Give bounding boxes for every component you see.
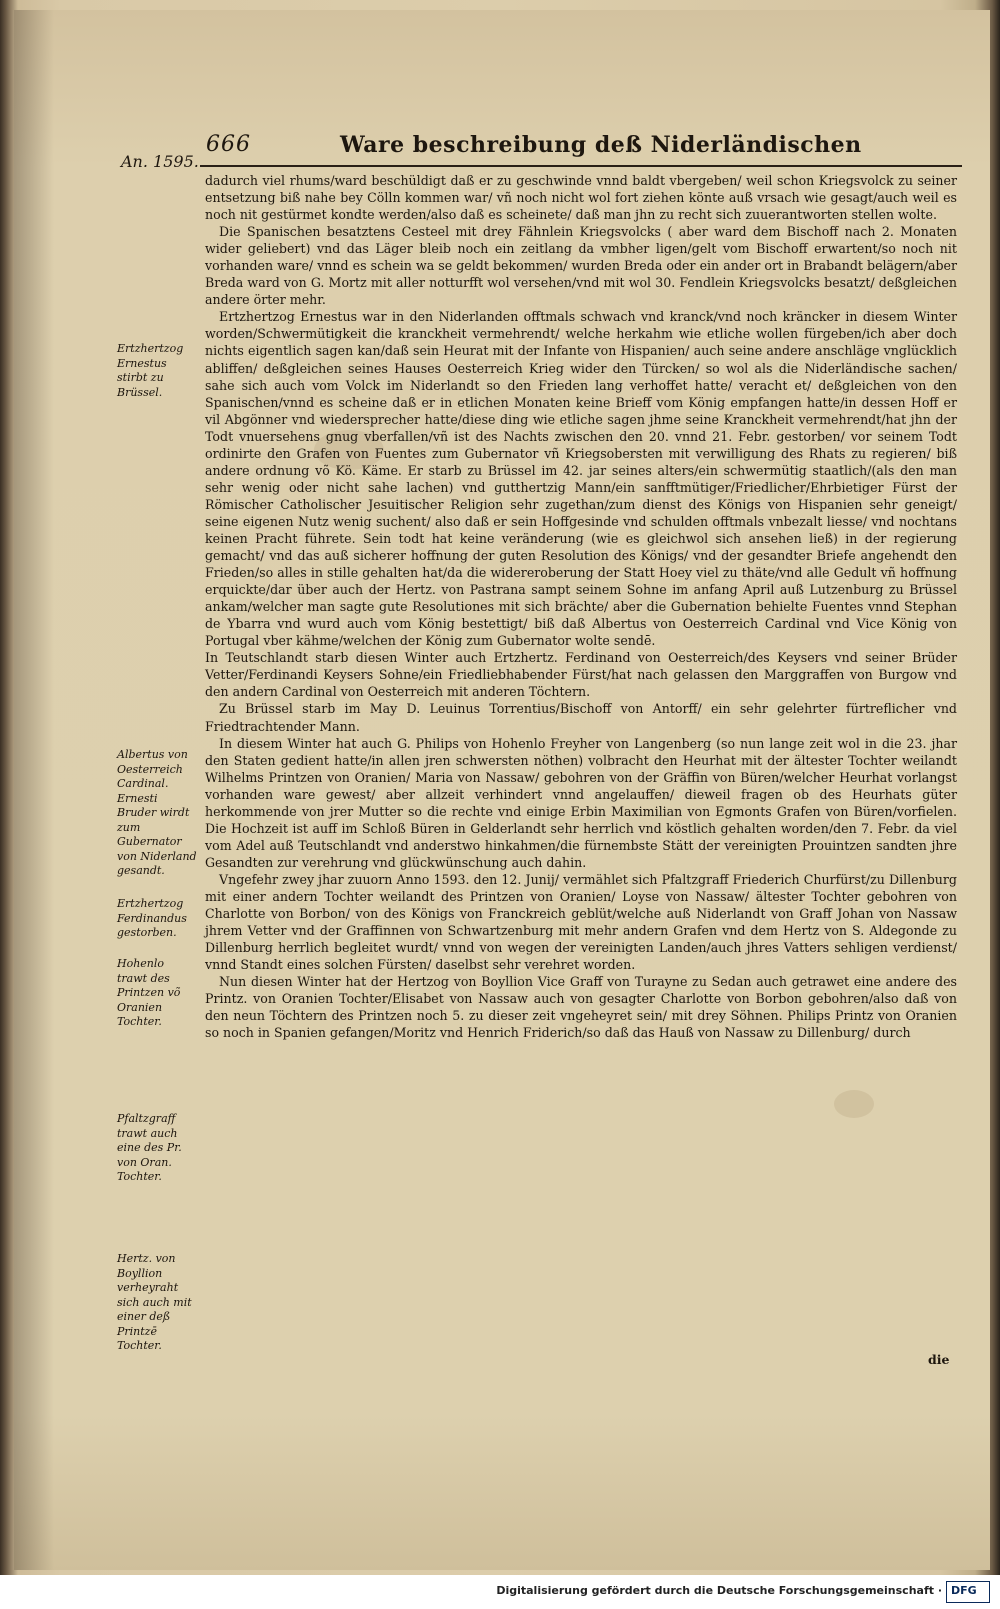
- paragraph: dadurch viel rhums/ward beschüldigt daß er zu geschwinde vnnd baldt vbergeben/ weil schon Kriegsvolck zu seiner entsetzung biß nahe bey Cölln kommen war/ vñ noch nicht wol fort ziehen könte auß vrsach wie gesagt/auch weil es noch nit gestürmet kondte werden/also daß es scheinete/ daß man jhn zu recht sich zuuerantworten stellen wolte.: [205, 173, 957, 223]
- margin-note: Ertzhertzog Ernestus stirbt zu Brüssel.: [117, 342, 184, 399]
- paragraph: Zu Brüssel starb im May D. Leuinus Torrentius/Bischoff von Antorff/ ein sehr gelehrter fürtreflicher vnd Friedtrachtender Mann.: [205, 701, 957, 734]
- body-text: [205, 172, 957, 1041]
- paragraph: In Teutschlandt starb diesen Winter auch Ertzhertz. Ferdinand von Oesterreich/des Keysers vnd seiner Brüder Vetter/Ferdinandi Keysers Sohne/ein Friedliebhabender Fürst/hat nach gelassen den Marggraffen von Burgow vnd den andern Cardinal von Oesterreich mit anderen Töchtern.: [205, 650, 957, 700]
- running-head: Ware beschreibung deß Niderländischen: [340, 132, 862, 158]
- header-rule: [200, 165, 962, 167]
- footer-bar: [0, 1575, 1000, 1609]
- margin-year: An. 1595.: [121, 152, 199, 171]
- paragraph: Ertzhertzog Ernestus war in den Niderlanden offtmals schwach vnd kranck/vnd noch kräncker in diesem Winter worden/Schwermütigkeit die kranckheit vermehrendt/ welche herkahm wie etliche wollen fürgeben/ich aber doch nichts eigentlich sagen kan/daß sein Heurat mit der Infante von Hispanien/ auch seine andere anschläge vnglücklich abliffen/ deßgleichen seines Hauses Oesterreich Krieg wider den Türcken/ so wol als die Niderländische sachen/ sahe sich auch vom Volck im Niderlandt so den Frieden lang verhoffet hatte/ veracht et/ deßgleichen von den Spanischen/vnnd es scheine daß er in etlichen Monaten keine Brieff vom König empfangen hatte/in dessen Hoff er vil Abgönner vnd wiedersprecher hatte/diese ding wie etliche sagen jhme seine Kranckheit vermehrendt/hat jhn der Todt vnuersehens gnug vberfallen/vñ ist des Nachts zwischen den 20. vnnd 21. Febr. gestorben/ vor seinem Todt ordinirte den Grafen von Fuentes zum Gubernator vñ Kriegsobersten mit verwilligung des Rhats zu regieren/ biß andere ordnung võ Kö. Käme. Er starb zu Brüssel im 42. jar seines alters/ein schwermütig staatlich/(als den man sehr wenig oder nicht sahe lachen) vnd gutthertzig Mann/ein sanfftmütiger/Friedlicher/Ehrbietiger Fürst der Römischer Catholischer Jesuitischer Religion sehr zugethan/zum dienst des Königs von Hispanien sehr geneigt/ seine eigenen Nutz wenig suchent/ also daß er sein Hoffgesinde vnd schulden offtmals vnbezalt liesse/ vnd nochtans keinen Pracht führete. Sein todt hat keine veränderung (wie es gleichwol sich ansehen ließ) in der regierung gemacht/ vnd das auß sicherer hoffnung der guten Resolution des Königs/ vnd der gesandter Briefe angehendt den Frieden/so alles in stille gehalten hat/da die widereroberung der Statt Hoey viel zu thäte/vnd alle Gedult vñ hoffnung erquickte/dar über auch der Hertz. von Pastrana sampt seinem Sohne im anfang April auß Lutzenburg zu Brüssel ankam/welcher man sagte gute Resolutiones mit sich brächte/ aber die Gubernation behielte Fuentes vnnd Stephan de Ybarra vnd wurd auch vom König bestettigt/ biß daß Albertus von Oesterreich Cardinal vnd Vice König von Portugal vber kähme/welchen der König zum Gubernator wolte sendē.: [205, 309, 957, 649]
- paragraph: In diesem Winter hat auch G. Philips von Hohenlo Freyher von Langenberg (so nun lange zeit wol in die 23. jhar den Staten gedient hatte/in allen jren schwersten nöthen) volbracht den Heurhat mit der ältester Tochter weilandt Wilhelms Printzen von Oranien/ Maria von Nassaw/ gebohren von der Gräffin von Büren/welcher Heurhat vorlangst vorhanden ware gewest/ aber allzeit verhindert vnnd angelauffen/ dieweil fragen ob des Heurhats güter herkommende von jrer Mutter so die rechte vnd einige Erbin Maximilian von Egmonts Grafen von Büren/vorfielen. Die Hochzeit ist auff im Schloß Büren in Gelderlandt sehr herrlich vnd köstlich gehalten worden/den 7. Febr. da viel vom Adel auß Teutschlandt vnd anderstwo hinkahmen/die fürnembste Stätt der vereinigten Prouintzen sandten jhre Gesandten zur verehrung vnd glückwünschung auch dahin.: [205, 735, 957, 870]
- catchword: die: [928, 1352, 950, 1367]
- dfg-logo-text: DFG: [951, 1584, 977, 1597]
- page-header: [200, 132, 960, 166]
- funding-credit: Digitalisierung gefördert durch die Deutsche Forschungsgemeinschaft ·: [496, 1584, 942, 1597]
- paragraph: Vngefehr zwey jhar zuuorn Anno 1593. den 12. Junij/ vermählet sich Pfaltzgraff Friederich Churfürst/zu Dillenburg mit einer andern Tochter weilandt des Printzen von Oranien/ Loyse von Nassaw/ ältester Tochter gebohren von Charlotte von Borbon/ von des Königs von Franckreich geblüt/welche auß Niderlandt von Graff Johan von Nassaw jhrem Vetter vnd der Graffinnen von Schwartzenburg mit mehr andern Grafen vnd dem Hertz von S. Aldegonde zu Dillenburg herrlich begleitet wurdt/ vnnd von wegen der vereinigten Landen/auch jhres Vatters sehligen verdienst/ vnnd Standt eines solchen Fürsten/ daselbst sehr verehret worden.: [205, 871, 957, 973]
- margin-note: Ertzhertzog Ferdinandus gestorben.: [117, 897, 187, 939]
- page-number: 666: [206, 132, 251, 157]
- gutter-shadow: [14, 10, 54, 1570]
- margin-note: Hertz. von Boyllion verheyraht sich auch mit einer deß Printzē Tochter.: [117, 1252, 192, 1352]
- paragraph: Die Spanischen besatztens Cesteel mit drey Fähnlein Kriegsvolcks ( aber ward dem Bischoff nach 2. Monaten wider geliebert) vnd das Läger bleib noch ein zeitlang da vmbher ligen/gelt vom Bischoff erwartent/so noch nit vorhanden ware/ vnnd es schein wa se geldt bekommen/ wurden Breda oder ein ander ort in Brabandt belägern/aber Breda ward von G. Mortz mit aller notturfft wol versehen/vnd mit wol 30. Fendlein Kriegsvolcks besatzt/ deßgleichen andere örter mehr.: [205, 224, 957, 308]
- ink-stain: [834, 1090, 874, 1118]
- paragraph: Nun diesen Winter hat der Hertzog von Boyllion Vice Graff von Turayne zu Sedan auch getrawet eine andere des Printz. von Oranien Tochter/Elisabet von Nassaw auch von gesagter Charlotte von Borbon gebohren/also daß von den neun Töchtern des Printzen noch 5. zu dieser zeit vngeheyret sein/ mit drey Söhnen. Philips Printz von Oranien so noch in Spanien gefangen/Moritz vnd Henrich Friderich/so daß das Hauß von Nassaw zu Dillenburg/ durch: [205, 974, 957, 1041]
- dfg-logo: [946, 1581, 990, 1603]
- margin-note: Hohenlo trawt des Printzen võ Oranien Tochter.: [117, 957, 181, 1028]
- margin-note: Pfaltzgraff trawt auch eine des Pr. von Oran. Tochter.: [117, 1112, 182, 1183]
- margin-note: Albertus von Oesterreich Cardinal. Ernesti Bruder wirdt zum Gubernator von Niderland gesandt.: [117, 748, 197, 877]
